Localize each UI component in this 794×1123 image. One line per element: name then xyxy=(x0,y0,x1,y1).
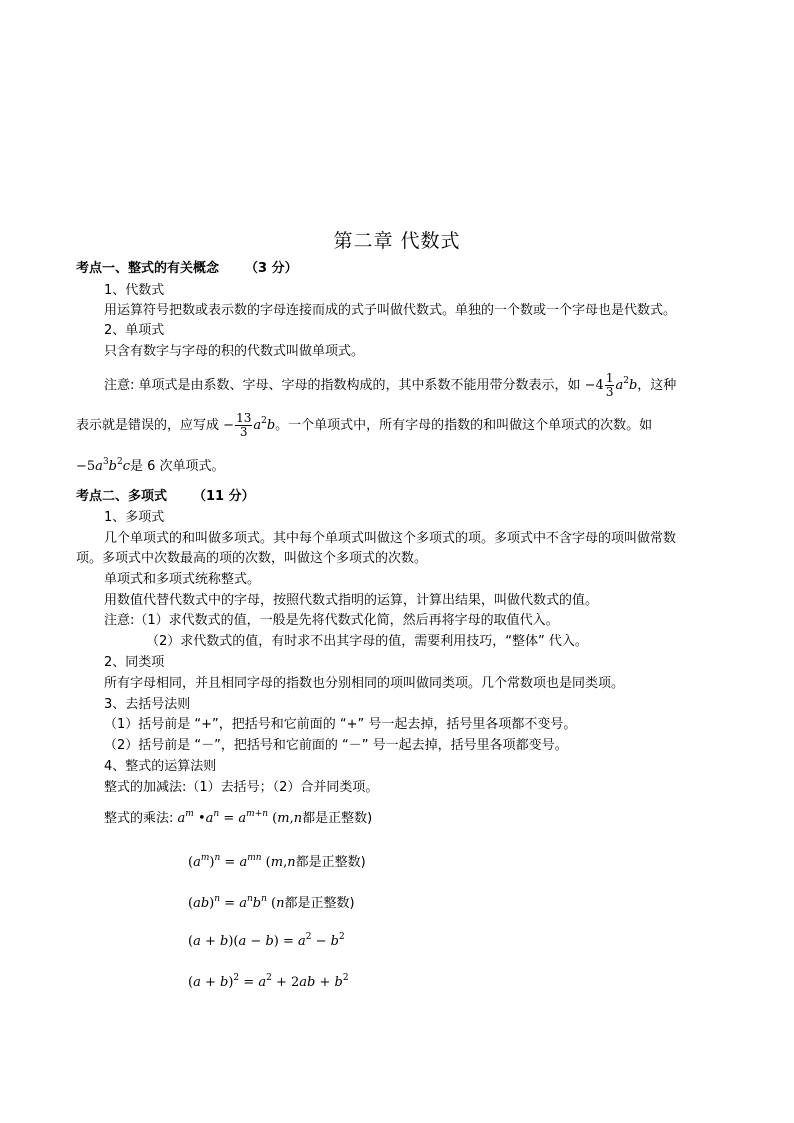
section1-heading: 考点一、整式的有关概念 xyxy=(76,261,220,276)
formula-difference-of-squares: $(a + b)(a - b) = a^2 - b^2$ xyxy=(188,932,345,949)
s2-item1-text-a: 几个单项式的和叫做多项式。其中每个单项式叫做这个多项式的项。多项式中不含字母的项叫做常数 xyxy=(104,531,677,546)
formula-power-product: $a^m$ $•a^n = a^{m+n}$ (m,n xyxy=(177,809,303,826)
s2-item3-rule1: （1）括号前是 “+”，把括号和它前面的 “+” 号一起去掉，括号里各项都不变号。 xyxy=(104,717,577,732)
mixed-number-formula: −4 $\frac{1}{3}$ $a^2b$ xyxy=(584,371,638,399)
s2-item3-title: 3、去括号法则 xyxy=(104,697,191,712)
monomial-example-formula: $-5a^3b^2c$ xyxy=(76,457,131,474)
s2-item4-add: 整式的加减法:（1）去括号；（2）合并同类项。 xyxy=(104,780,379,795)
section2-heading: 考点二、多项式 xyxy=(76,489,168,504)
s2-note1: 注意:（1）求代数式的值，一般是先将代数式化简，然后再将字母的取值代入。 xyxy=(104,613,559,628)
s1-note-a: 注意: 单项式是由系数、字母、字母的指数构成的，其中系数不能用带分数表示，如 xyxy=(104,378,581,393)
formula-power-of-power: $(a^m)^n = a^{mn}$ (m,n都是正整数) xyxy=(188,853,366,870)
s2-note2: （2）求代数式的值，有时求不出其字母的值，需要利用技巧，“整体” 代入。 xyxy=(146,634,588,649)
cond-n: 都是正整数) xyxy=(284,896,355,911)
s1-note-line3 xyxy=(76,457,225,477)
section2-score: （11 分） xyxy=(193,489,255,504)
s1-note-line1 xyxy=(104,372,676,399)
s1-item2-title: 2、单项式 xyxy=(104,323,165,338)
section1-score: （3 分） xyxy=(245,261,298,276)
improper-fraction-formula: − $\frac{13}{3}$ $a^2b$ xyxy=(223,411,276,439)
s2-mul-line xyxy=(104,809,372,829)
section1-heading-line xyxy=(76,259,298,279)
s2-item1-text-b: 项。多项式中次数最高的项的次数，叫做这个多项式的次数。 xyxy=(76,551,428,566)
formula-power-of-product: $(ab)^n = a^nb^n$ (n都是正整数) xyxy=(188,894,355,911)
s1-note-b: ，这种 xyxy=(637,378,677,393)
chapter-title: 第二章 代数式 xyxy=(333,230,461,252)
s2-item4-title: 4、整式的运算法则 xyxy=(104,759,217,774)
s2-value-def: 用数值代替代数式中的字母，按照代数式指明的运算，计算出结果，叫做代数式的值。 xyxy=(104,593,599,608)
s1-item1-title: 1、代数式 xyxy=(104,283,165,298)
s2-zhengshi: 单项式和多项式统称整式。 xyxy=(104,572,261,587)
section2-heading-line xyxy=(76,487,255,507)
s2-mul-label: 整式的乘法: xyxy=(104,811,174,826)
s2-item1-title: 1、多项式 xyxy=(104,510,165,525)
s2-item3-rule2: （2）括号前是 “－”，把括号和它前面的 “－” 号一起去掉，括号里各项都变号。 xyxy=(104,738,568,753)
s1-note-e: 是 6 次单项式。 xyxy=(130,459,225,474)
s1-item1-text: 用运算符号把数或表示数的字母连接而成的式子叫做代数式。单独的一个数或一个字母也是代数式。 xyxy=(104,303,677,318)
s1-note-line2 xyxy=(76,412,652,439)
s1-note-d: 。一个单项式中，所有字母的指数的和叫做这个单项式的次数。如 xyxy=(275,418,653,433)
s1-note-c: 表示就是错误的，应写成 xyxy=(76,418,220,433)
formula-square-of-sum: $(a + b)^2 = a^2 + 2ab + b^2$ xyxy=(188,973,349,990)
s2-item2-title: 2、同类项 xyxy=(104,655,165,670)
s1-item2-text: 只含有数字与字母的积的代数式叫做单项式。 xyxy=(104,344,365,359)
s2-item2-text: 所有字母相同，并且相同字母的指数也分别相同的项叫做同类项。几个常数项也是同类项。 xyxy=(104,676,625,691)
cond-mn-2: 都是正整数) xyxy=(295,855,366,870)
cond-mn-1: 都是正整数) xyxy=(302,811,373,826)
